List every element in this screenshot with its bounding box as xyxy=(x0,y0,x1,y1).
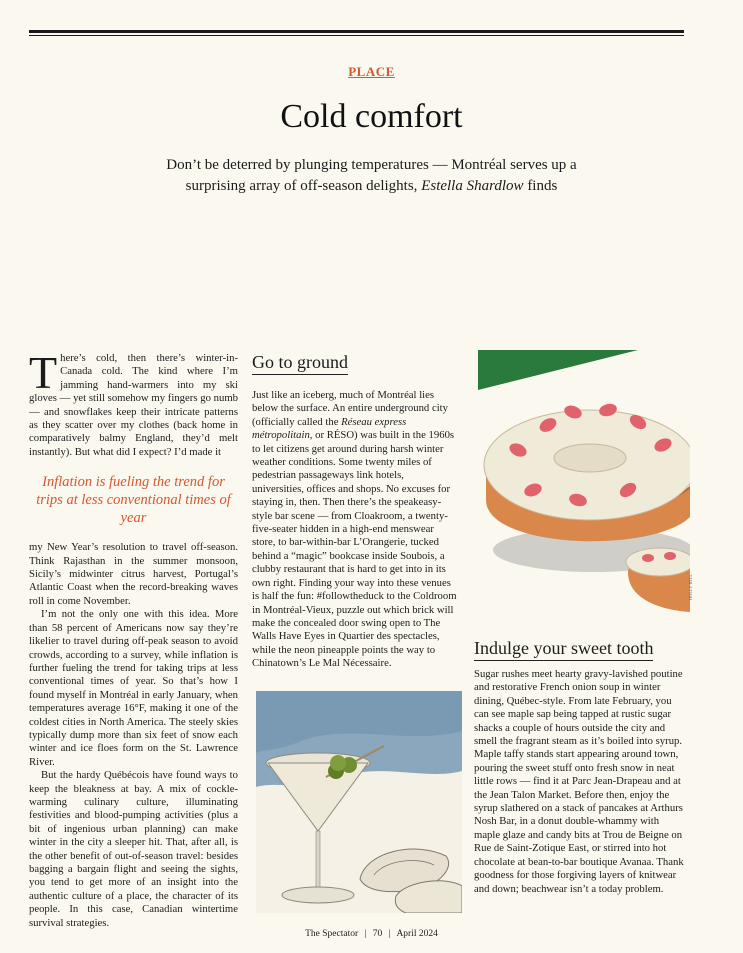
section-kicker: PLACE xyxy=(348,64,395,79)
intro-paragraph: here’s cold, then there’s winter-in-Canada cold. The kind where I’m jamming hand-warmers into my ski gloves — yet still somehow my fingers go numb — and snowflakes keep their intricate patterns as they scatter over my clothes (back home in comparatively balmy England, they’d melt instantly). But what did I expect? I’d made it xyxy=(29,352,238,458)
body-paragraph: Just like an iceberg, much of Montréal lies below the surface. An entire underground city (officially called the Réseau express métropolitain, or RÉSO) was built in the 1960s to let citizens get around during harsh winter weather conditions. Some twenty miles of pedestrian passageways link hotels, universities, offices and shops. No excuses for staying in, then. Then there’s the speakeasy-style bar scene — from Cloakroom, a twenty-five-seater hidden in a high-end menswear store, to bar-within-bar L’Orangerie, tucked behind a “magic” bookcase inside Soubois, a clubby restaurant that is hard to get into in its own right. Finding your way into these venues is half the fun: #followtheduck to the Coldroom in Montréal-Vieux, puzzle out which brick will make the concealed door swing open to The Walls Have Eyes in Quartier des spectacles, while the neon pineapple points the way to Chinatown’s Le Mal Nécessaire. xyxy=(252,389,457,670)
body-paragraph: I’m not the only one with this idea. More than 58 percent of Americans now say they’re likelier to travel during off-peak season to avoid crowds, according to a survey, while inflation is further fueling the trend for taking trips at less conventional times of year. So that’s how I found myself in Montréal in early January, when temperatures average 16°F, making it one of the coldest cities in North America. The steely skies typically dump more than six feet of snow each winter and ice floes form on the St. Lawrence River. xyxy=(29,608,238,768)
illustration-credit: HOLLY HILL xyxy=(688,573,693,600)
top-rule xyxy=(29,30,684,33)
drop-cap: T xyxy=(29,347,58,398)
author-name: Estella Shardlow xyxy=(421,178,524,194)
page-footer xyxy=(0,929,743,939)
body-paragraph: Sugar rushes meet hearty gravy-lavished poutine and restorative French onion soup in winter dining, Québec-style. From late February, you can see maple sap being tapped at rustic sugar shacks a couple of hours outside the city and smell the fragrant steam as it’s boiled into syrup. Maple taffy stands start appearing around town, pouring the sweet stuff onto fresh snow in neat little rows — find it at Parc Jean-Drapeau and at the Jean Talon Market. Before then, enjoy the syrup slathered on a stack of pancakes at Arthurs Nosh Bar, in a donut double-whammy with maple glaze and candy bits at Trou de Beigne on Rue de Saint-Zotique East, or stirred into hot chocolate at bean-to-bar boutique Avanaa. Thank goodness for those forgiving layers of knitwear and down; beachwear isn’t a today problem. xyxy=(474,668,684,895)
network-name: Réseau express métropolitain xyxy=(252,415,407,442)
page-number: 70 xyxy=(372,929,383,939)
column-two xyxy=(252,389,458,671)
section-heading-indulge: Indulge your sweet tooth xyxy=(474,638,653,659)
publication-name: The Spectator xyxy=(305,929,359,939)
martini-oyster-illustration xyxy=(256,691,462,913)
intro-paragraph-continued: my New Year’s resolution to travel off-season. Think Rajasthan in the summer monsoon, Sicily’s midwinter citrus harvest, Portugal’s Atlantic Coast when the record-breaking waves roll in come November. xyxy=(29,541,238,607)
body-paragraph: But the hardy Québécois have found ways to keep the bleakness at bay. A mix of cockle-warming culinary culture, illuminating festivities and blood-pumping activities (plus a bit of ingenious urban planning) can make winter in the city a sleeper hit. That, after all, is the other benefit of out-of-season travel: besides bagging a bargain flight and seeing the sights, you tend to get more of an insight into the authentic culture of a place, the character of its people. In this case, Canadian wintertime survival strategies. xyxy=(29,769,238,929)
standfirst-text: Don’t be deterred by plunging temperatures — Montréal serves up a surprising array of off-season delights, xyxy=(166,157,577,194)
footer-separator: | xyxy=(388,929,391,939)
pull-quote: Inflation is fueling the trend for trips at less conventional times of year xyxy=(36,474,231,527)
section-heading-go-to-ground: Go to ground xyxy=(252,352,348,373)
column-three xyxy=(474,668,686,896)
article-title: Cold comfort xyxy=(280,98,463,135)
standfirst xyxy=(140,155,603,197)
footer-separator: | xyxy=(364,929,367,939)
cake-illustration xyxy=(478,350,690,622)
standfirst-end: finds xyxy=(523,178,558,194)
issue-date: April 2024 xyxy=(396,929,438,939)
column-one xyxy=(29,347,238,930)
top-rule-thin xyxy=(29,35,684,36)
